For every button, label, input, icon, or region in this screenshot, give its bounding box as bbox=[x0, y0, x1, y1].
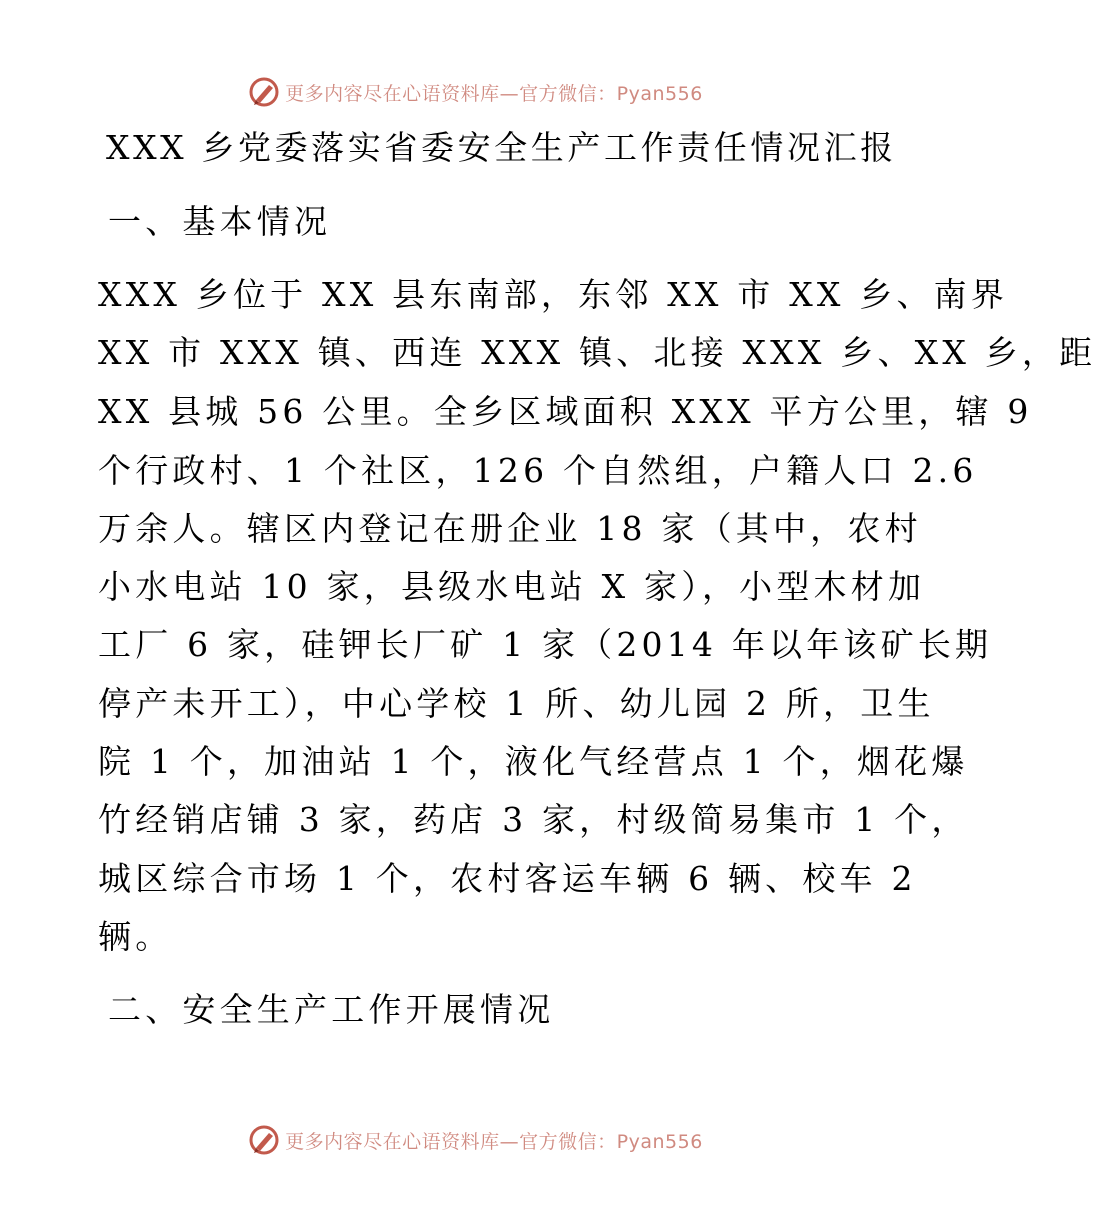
paragraph-line: 个行政村、1 个社区，126 个自然组，户籍人口 2.6 bbox=[98, 451, 978, 490]
paragraph-line: 辆。 bbox=[98, 917, 173, 956]
paragraph-line: 竹经销店铺 3 家，药店 3 家，村级简易集市 1 个， bbox=[98, 800, 969, 839]
document-title: XXX 乡党委落实省委安全生产工作责任情况汇报 bbox=[106, 128, 897, 167]
watermark-text: 更多内容尽在心语资料库—官方微信：Pyan556 bbox=[285, 1130, 703, 1153]
paragraph-line: XX 县城 56 公里。全乡区域面积 XXX 平方公里，辖 9 bbox=[98, 392, 1033, 431]
paragraph-line: 城区综合市场 1 个，农村客运车辆 6 辆、校车 2 bbox=[98, 859, 917, 898]
section-heading-1: 一、基本情况 bbox=[108, 202, 332, 241]
watermark-text: 更多内容尽在心语资料库—官方微信：Pyan556 bbox=[285, 82, 703, 105]
section-heading-2: 二、安全生产工作开展情况 bbox=[108, 990, 555, 1029]
pen-circle-logo-icon bbox=[247, 1123, 281, 1157]
paragraph-line: XX 市 XXX 镇、西连 XXX 镇、北接 XXX 乡、XX 乡，距 bbox=[98, 333, 1096, 372]
paragraph-line: 停产未开工），中心学校 1 所、幼儿园 2 所，卫生 bbox=[98, 684, 935, 723]
footer-watermark bbox=[0, 1120, 950, 1160]
paragraph-line: 小水电站 10 家，县级水电站 X 家），小型木材加 bbox=[98, 567, 926, 606]
paragraph-line: 院 1 个，加油站 1 个，液化气经营点 1 个，烟花爆 bbox=[98, 742, 969, 781]
paragraph-line: XXX 乡位于 XX 县东南部，东邻 XX 市 XX 乡、南界 bbox=[98, 275, 1009, 314]
paragraph-line: 工厂 6 家，硅钾长厂矿 1 家（2014 年以年该矿长期 bbox=[98, 625, 993, 664]
paragraph-line: 万余人。辖区内登记在册企业 18 家（其中，农村 bbox=[98, 509, 922, 548]
